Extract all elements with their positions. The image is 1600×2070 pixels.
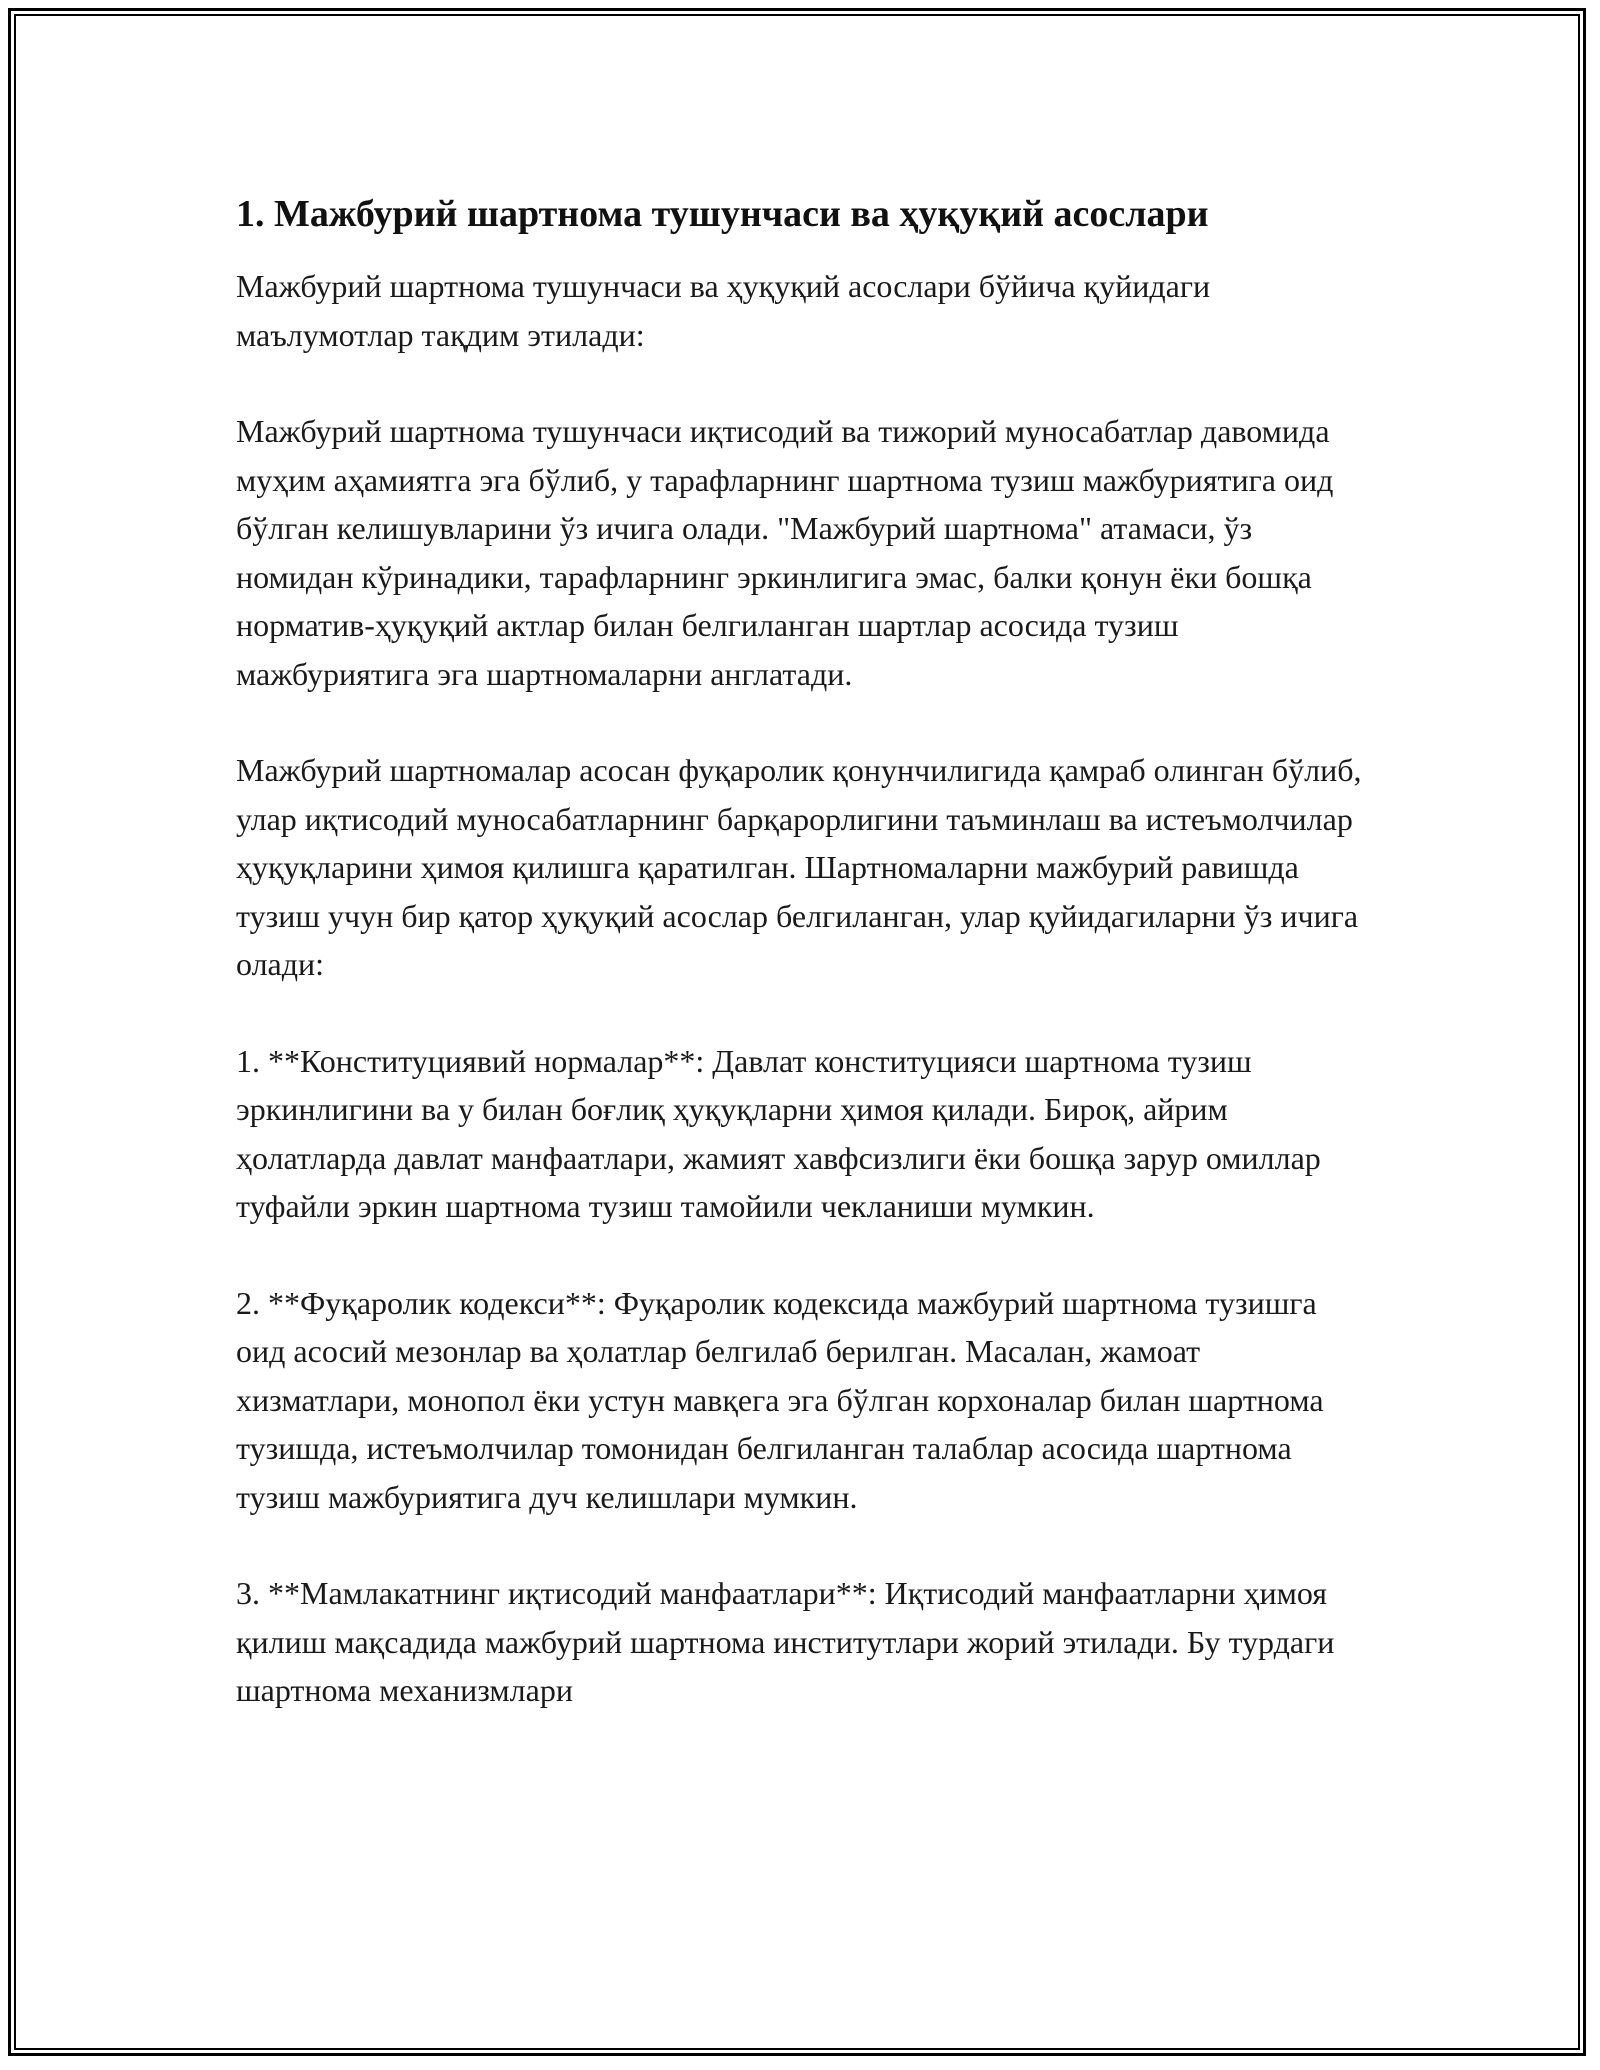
paragraph-intro: Мажбурий шартнома тушунчаси ва ҳуқуқий асослари бўйича қуйидаги маълумотлар тақдим этилади: xyxy=(236,268,1211,353)
section-heading: 1. Мажбурий шартнома тушунчаси ва ҳуқуқий асослари xyxy=(236,193,1209,235)
paragraph-legal-basis: Мажбурий шартномалар асосан фуқаролик қонунчилигида қамраб олинган бўлиб, улар иқтисодий муносабатларнинг барқарорлигини таъминлаш ва истеъмолчилар ҳуқуқларини ҳимоя қилишга қаратилган. Шартномаларни мажбурий равишда тузиш учун бир қатор ҳуқуқий асослар белгиланган, улар қуйидагиларни ўз ичига олади: xyxy=(236,752,1362,982)
list-item-constitutional-norms: 1. **Конституциявий нормалар**: Давлат конституцияси шартнома тузиш эркинлигини ва у билан боғлиқ ҳуқуқларни ҳимоя қилади. Бироқ, айрим ҳолатларда давлат манфаатлари, жамият хавфсизлиги ёки бошқа зарур омиллар туфайли эркин шартнома тузиш тамойили чекланиши мумкин. xyxy=(236,1042,1321,1224)
list-item-economic-interests: 3. **Мамлакатнинг иқтисодий манфаатлари**: Иқтисодий манфаатларни ҳимоя қилиш мақсадида мажбурий шартнома институтлари жорий этилади. Бу турдаги шартнома механизмлари xyxy=(236,1575,1335,1708)
list-item-civil-code: 2. **Фуқаролик кодекси**: Фуқаролик кодексида мажбурий шартнома тузишга оид асосий мезонлар ва ҳолатлар белгилаб берилган. Масалан, жамоат хизматлари, монопол ёки устун мавқега эга бўлган корхоналар билан шартнома тузишда, истеъмолчилар томонидан белгиланган талаблар асосида шартнома тузиш мажбуриятига дуч келишлари мумкин. xyxy=(236,1284,1324,1515)
document-body xyxy=(236,188,1366,1763)
paragraph-definition: Мажбурий шартнома тушунчаси иқтисодий ва тижорий муносабатлар давомида муҳим аҳамиятга эга бўлиб, у тарафларнинг шартнома тузиш мажбуриятига оид бўлган келишувларини ўз ичига олади. "Мажбурий шартнома" атамаси, ўз номидан кўринадики, тарафларнинг эркинлигига эмас, балки қонун ёки бошқа норматив-ҳуқуқий актлар билан белгиланган шартлар асосида тузиш мажбуриятига эга шартномаларни англатади. xyxy=(236,413,1334,692)
